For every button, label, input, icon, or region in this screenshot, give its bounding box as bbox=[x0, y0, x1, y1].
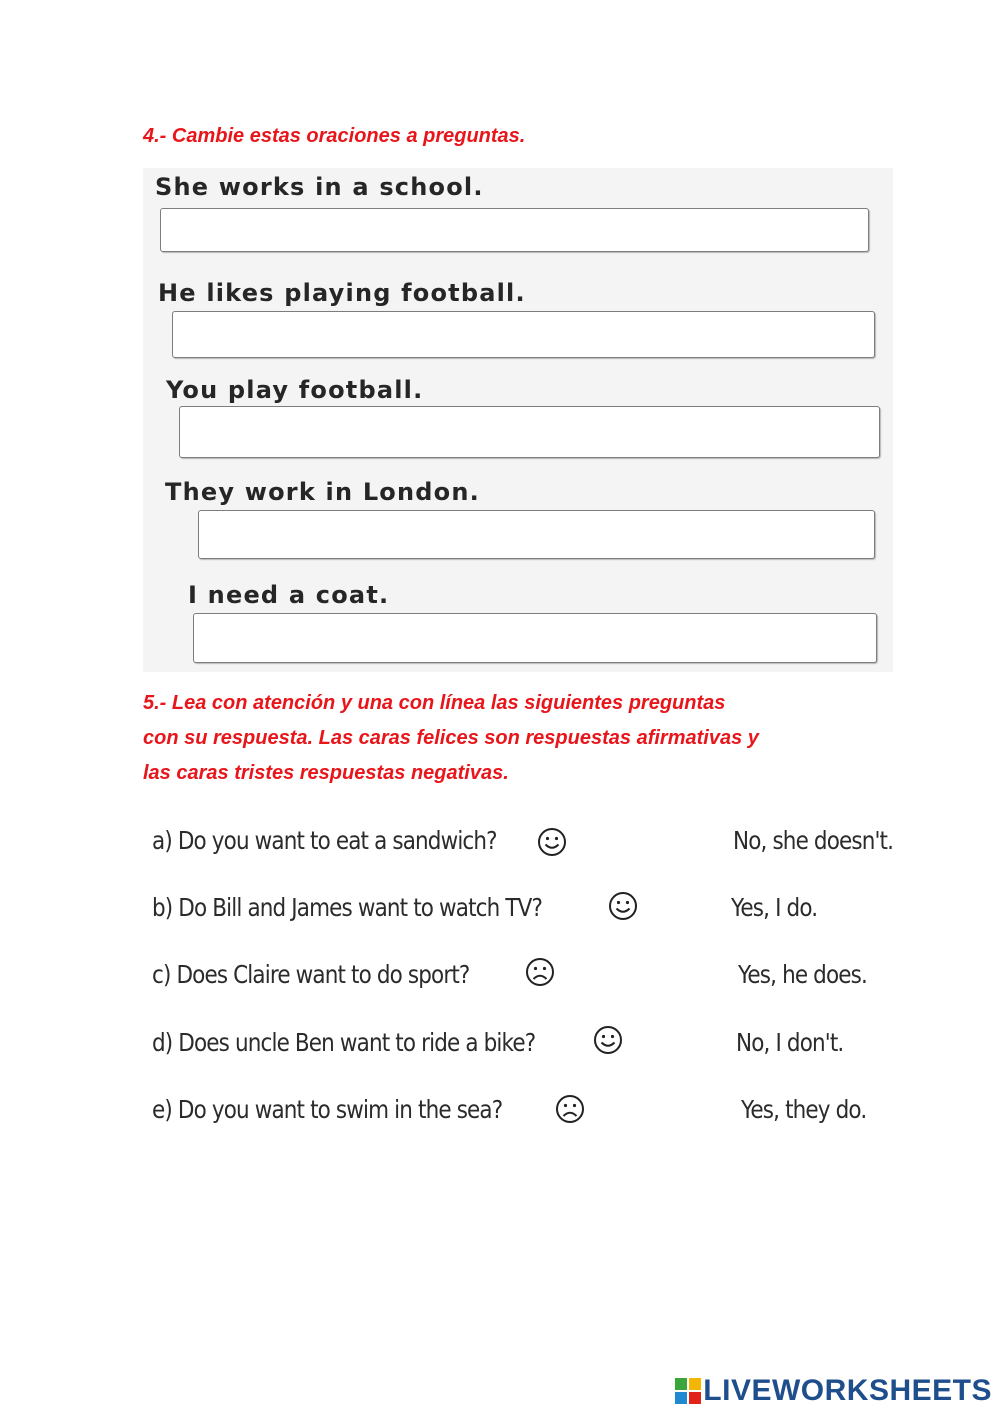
sentence-5: I need a coat. bbox=[188, 581, 390, 609]
exercise-5-heading-line-3: las caras tristes respuestas negativas. bbox=[143, 762, 509, 784]
answer-input-1[interactable] bbox=[160, 208, 869, 252]
happy-face-icon bbox=[593, 1025, 623, 1055]
question-e: e) Do you want to swim in the sea? bbox=[152, 1095, 503, 1124]
response-1: No, she doesn't. bbox=[733, 826, 894, 855]
question-a: a) Do you want to eat a sandwich? bbox=[152, 826, 497, 855]
happy-face-icon bbox=[608, 891, 638, 921]
happy-face-icon bbox=[537, 827, 567, 857]
answer-input-2[interactable] bbox=[172, 311, 875, 358]
liveworksheets-logo-icon bbox=[675, 1378, 701, 1404]
sad-face-icon bbox=[525, 957, 555, 987]
exercise-5-heading-line-2: con su respuesta. Las caras felices son respuestas afirmativas y bbox=[143, 727, 759, 749]
question-c: c) Does Claire want to do sport? bbox=[152, 960, 470, 989]
answer-input-3[interactable] bbox=[179, 406, 880, 458]
liveworksheets-brand: LIVEWORKSHEETS bbox=[703, 1374, 992, 1407]
sad-face-icon bbox=[555, 1094, 585, 1124]
answer-input-4[interactable] bbox=[198, 510, 875, 559]
response-4: No, I don't. bbox=[736, 1028, 844, 1057]
question-d: d) Does uncle Ben want to ride a bike? bbox=[152, 1028, 536, 1057]
response-3: Yes, he does. bbox=[738, 960, 867, 989]
exercise-4-heading: 4.- Cambie estas oraciones a preguntas. bbox=[143, 125, 526, 147]
response-5: Yes, they do. bbox=[741, 1095, 867, 1124]
question-b: b) Do Bill and James want to watch TV? bbox=[152, 893, 543, 922]
sentence-1: She works in a school. bbox=[155, 173, 484, 201]
exercise-5-heading bbox=[143, 686, 903, 791]
response-2: Yes, I do. bbox=[731, 893, 818, 922]
answer-input-5[interactable] bbox=[193, 613, 877, 663]
liveworksheets-logo[interactable] bbox=[675, 1374, 992, 1408]
sentence-3: You play football. bbox=[166, 376, 424, 404]
sentence-4: They work in London. bbox=[165, 478, 480, 506]
exercise-5-heading-line-1: 5.- Lea con atención y una con línea las siguientes preguntas bbox=[143, 692, 726, 714]
sentence-2: He likes playing football. bbox=[158, 279, 526, 307]
